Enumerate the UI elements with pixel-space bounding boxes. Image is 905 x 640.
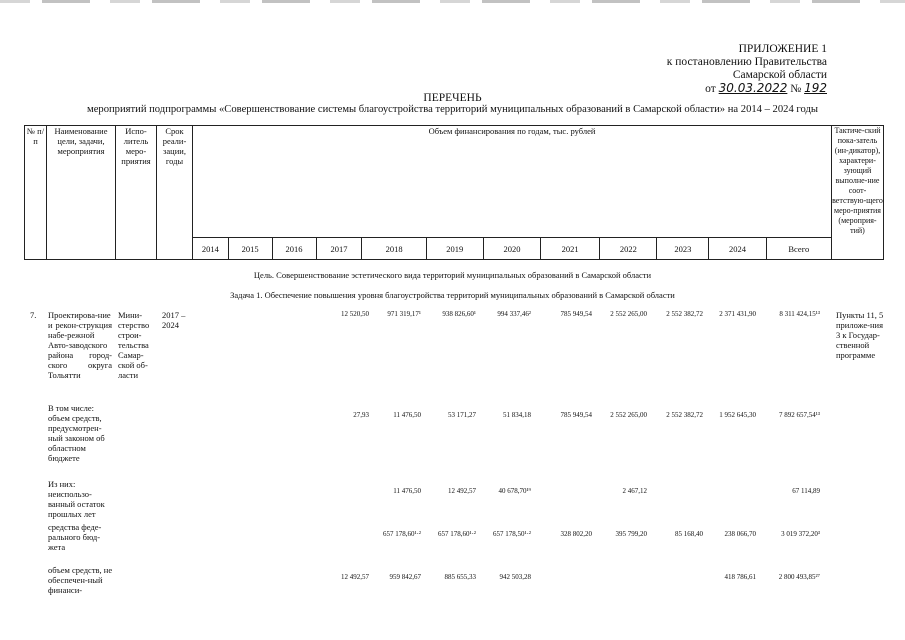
row-0-value: 2 552 265,00 xyxy=(610,411,647,419)
number-prefix: № xyxy=(790,83,802,95)
row-2-value: 3 019 372,20³ xyxy=(781,530,820,538)
doc-title: ПЕРЕЧЕНЬ xyxy=(423,92,482,104)
row7-indicator: Пункты 11, 5 приложе-ния 3 к Государ-ственной программе xyxy=(836,310,884,360)
appendix-block xyxy=(647,43,827,96)
row-1-value: 12 492,57 xyxy=(448,487,476,495)
row7-name: Проектирова-ние и рекон-струкция набе-режной Авто-заводского района город-ского округа Тольятти xyxy=(48,310,112,380)
header-executor: Испо-литель меро-приятия xyxy=(116,126,157,260)
row-2-value: 85 168,40 xyxy=(675,530,703,538)
handwritten-date: 30.03.2022 xyxy=(718,81,788,95)
doc-subtitle: мероприятий подпрограммы «Совершенствование системы благоустройства территорий муниципальных образований в Самарской области» на 2014 – 2024 годы xyxy=(87,104,818,115)
row-3-value: 2 800 493,85²⁷ xyxy=(778,573,820,581)
header-year-2020: 2020 xyxy=(483,238,540,260)
row-1-value: 40 678,70¹⁹ xyxy=(498,487,531,495)
row-label: Из них: неиспользо-ванный остаток прошлых лет xyxy=(48,479,105,519)
row-label: средства феде-рального бюд-жета xyxy=(48,522,102,552)
row-0-value: 785 949,54 xyxy=(560,411,592,419)
row-1-value: 67 114,89 xyxy=(792,487,820,495)
header-year-2017: 2017 xyxy=(316,238,362,260)
row7-value: 971 319,17¹ xyxy=(387,310,421,318)
header-year-2022: 2022 xyxy=(600,238,657,260)
appendix-title: ПРИЛОЖЕНИЕ 1 xyxy=(738,43,827,55)
appendix-line2: Самарской области xyxy=(732,69,827,81)
row7-value: 8 311 424,15¹³ xyxy=(779,310,820,318)
row-0-value: 27,93 xyxy=(353,411,369,419)
header-year-2014: 2014 xyxy=(193,238,229,260)
row7-value: 2 371 431,90 xyxy=(719,310,756,318)
row7-value: 2 552 265,00 xyxy=(610,310,647,318)
row7-value: 994 337,46² xyxy=(497,310,531,318)
row-0-value: 2 552 382,72 xyxy=(666,411,703,419)
header-finance: Объем финансирования по годам, тыс. рублей xyxy=(193,126,832,238)
row7-term: 2017 – 2024 xyxy=(162,310,186,330)
header-year-Всего: Всего xyxy=(766,238,831,260)
row-3-value: 959 842,67 xyxy=(389,573,421,581)
row-3-value: 12 492,57 xyxy=(341,573,369,581)
handwritten-number: 192 xyxy=(804,81,827,95)
row-1-value: 2 467,12 xyxy=(622,487,647,495)
row7-num: 7. xyxy=(30,310,37,320)
header-year-2023: 2023 xyxy=(657,238,709,260)
row-2-value: 395 799,20 xyxy=(615,530,647,538)
row-2-value: 657 178,50¹·² xyxy=(492,530,531,538)
header-year-2021: 2021 xyxy=(541,238,600,260)
row-label: объем средств, не обеспечен-ный финанси- xyxy=(48,565,113,595)
row-1-value: 11 476,50 xyxy=(393,487,421,495)
row-0-value: 11 476,50 xyxy=(393,411,421,419)
header-year-2018: 2018 xyxy=(362,238,426,260)
row-2-value: 657 178,60¹·² xyxy=(382,530,421,538)
row-0-value: 51 834,18 xyxy=(503,411,531,419)
row7-value: 2 552 382,72 xyxy=(666,310,703,318)
row7-value: 12 520,50 xyxy=(341,310,369,318)
appendix-line1: к постановлению Правительства xyxy=(666,56,827,68)
row7-value: 938 826,60¹ xyxy=(442,310,476,318)
finance-table-header xyxy=(24,125,884,260)
row-2-value: 238 066,70 xyxy=(724,530,756,538)
header-year-2015: 2015 xyxy=(228,238,272,260)
header-year-2019: 2019 xyxy=(426,238,483,260)
header-indicator: Тактиче-ский пока-затель (ин-дикатор), характери-зующий выполне-ние соот-ветствую-щего меро-приятия (мероприя-тий) xyxy=(832,126,884,260)
header-num: № п/п xyxy=(25,126,47,260)
header-year-2016: 2016 xyxy=(272,238,316,260)
task-text: Задача 1. Обеспечение повышения уровня благоустройства территорий муниципальных образований в Самарской области xyxy=(230,290,675,300)
scan-artifact xyxy=(0,0,905,3)
row-3-value: 942 503,28 xyxy=(499,573,531,581)
row-label: В том числе: объем средств, предусмотрен-ный законом об областном бюджете xyxy=(48,403,105,463)
row7-executor: Мини-стерство строи-тельства Самар-ской об-ласти xyxy=(118,310,150,380)
header-name: Наименование цели, задачи, мероприятия xyxy=(47,126,116,260)
row7-value: 785 949,54 xyxy=(560,310,592,318)
row-2-value: 328 802,20 xyxy=(560,530,592,538)
goal-text: Цель. Совершенствование эстетического вида территорий муниципальных образований в Самарской области xyxy=(253,270,652,280)
row-3-value: 885 655,33 xyxy=(444,573,476,581)
header-year-2024: 2024 xyxy=(709,238,766,260)
date-prefix: от xyxy=(705,83,716,95)
header-term: Срок реали-зации, годы xyxy=(157,126,193,260)
row-0-value: 1 952 645,30 xyxy=(719,411,756,419)
row-3-value: 418 786,61 xyxy=(724,573,756,581)
row-0-value: 53 171,27 xyxy=(448,411,476,419)
row-2-value: 657 178,60¹·² xyxy=(437,530,476,538)
row-0-value: 7 892 657,54¹³ xyxy=(779,411,820,419)
